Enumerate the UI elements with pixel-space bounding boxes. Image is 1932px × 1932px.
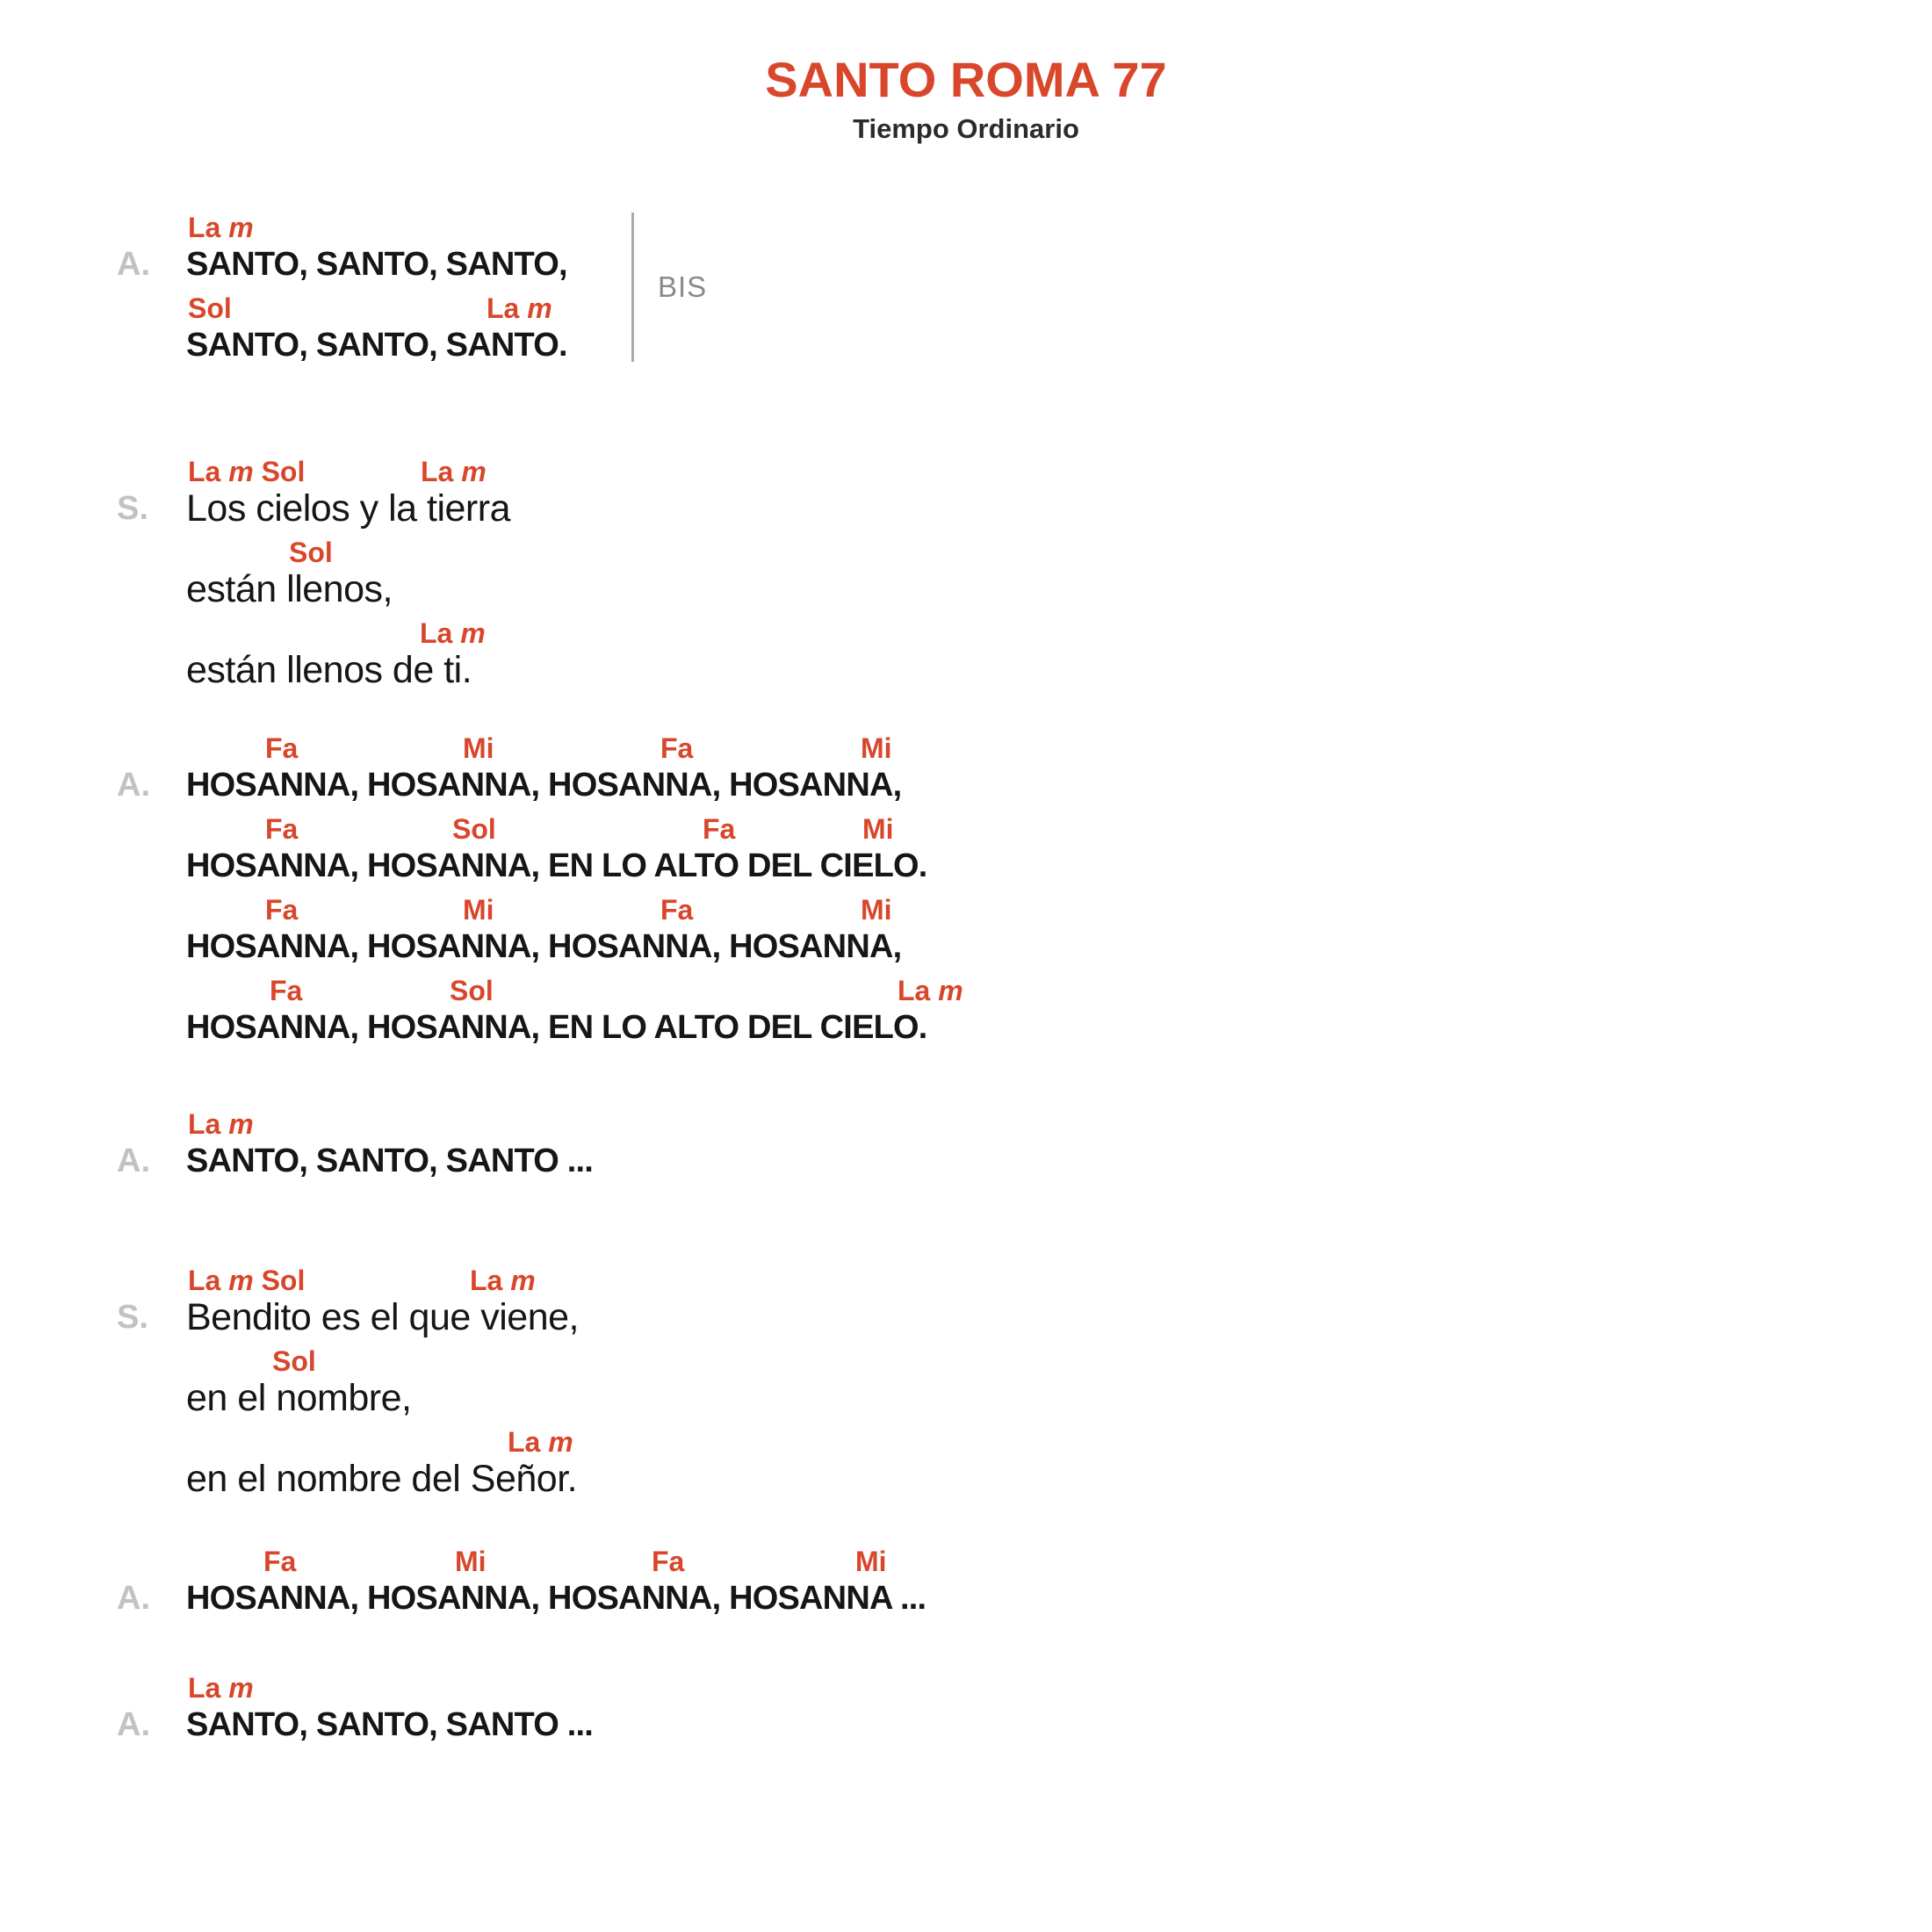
lyric-line: SANTO, SANTO, SANTO ... [186, 1143, 594, 1179]
chord-line [186, 886, 1932, 926]
lyric-line: Bendito es el que viene, [186, 1296, 579, 1338]
page-title: SANTO ROMA 77 [765, 52, 1167, 107]
lyric-line: HOSANNA, HOSANNA, HOSANNA, HOSANNA, [186, 767, 902, 804]
lyric-line: HOSANNA, HOSANNA, HOSANNA, HOSANNA, [186, 928, 902, 965]
chord-symbol: Mi [861, 732, 892, 764]
song-body [0, 204, 1932, 1745]
section-marker: A. [117, 767, 150, 804]
chord-line [186, 204, 1932, 244]
chord-symbol: Fa [263, 1546, 297, 1577]
lyric-line: HOSANNA, HOSANNA, EN LO ALTO DEL CIELO. [186, 1009, 927, 1046]
chord-line [186, 609, 1932, 650]
section-lines [186, 448, 1932, 690]
song-section [0, 724, 1932, 1048]
chord-symbol: Sol [452, 813, 496, 845]
page-subtitle: Tiempo Ordinario [853, 113, 1079, 144]
chord-symbol: Mi [861, 894, 892, 926]
chord-line [186, 1100, 1932, 1141]
lyric-line: SANTO, SANTO, SANTO ... [186, 1706, 594, 1743]
chord-line [186, 805, 1932, 846]
chord-symbol: La m [188, 212, 254, 243]
section-lines [186, 1257, 1932, 1499]
bis-label: BIS [658, 270, 708, 303]
section-lines [186, 724, 1932, 1048]
song-section [0, 1664, 1932, 1745]
lyric-line: en el nombre, [186, 1377, 412, 1419]
lyric-line: están llenos de ti. [186, 649, 472, 691]
song-section [0, 204, 1932, 365]
chord-line [186, 1538, 1932, 1578]
chord-symbol: Mi [862, 813, 894, 845]
chord-line [186, 967, 1932, 1007]
chord-symbol: La m [470, 1265, 536, 1296]
chord-line [186, 448, 1932, 488]
chord-symbol: Fa [652, 1546, 685, 1577]
chord-symbol: La m Sol [188, 1265, 306, 1296]
chord-symbol: La m [898, 975, 963, 1006]
chord-symbol: Fa [270, 975, 303, 1006]
section-marker: A. [117, 246, 150, 283]
chord-symbol: Sol [188, 292, 232, 324]
lyric-line: SANTO, SANTO, SANTO, [186, 246, 567, 283]
chord-symbol: La m [421, 456, 487, 487]
chord-line [186, 1337, 1932, 1378]
lyric-line: HOSANNA, HOSANNA, HOSANNA, HOSANNA ... [186, 1580, 926, 1617]
chord-symbol: La m [487, 292, 552, 324]
chord-symbol: Fa [703, 813, 736, 845]
chord-symbol: Fa [660, 732, 694, 764]
chord-symbol: Fa [660, 894, 694, 926]
chord-symbol: Sol [289, 537, 333, 568]
chord-symbol: Mi [463, 894, 494, 926]
song-section [0, 448, 1932, 690]
header [0, 0, 1932, 146]
lyric-line: SANTO, SANTO, SANTO. [186, 327, 567, 364]
chord-symbol: La m [188, 1108, 254, 1140]
chord-symbol: La m [420, 617, 486, 649]
section-marker: A. [117, 1580, 150, 1617]
chord-line [186, 529, 1932, 569]
lyric-line: HOSANNA, HOSANNA, EN LO ALTO DEL CIELO. [186, 847, 927, 884]
section-lines [186, 1100, 1932, 1181]
chord-line [186, 1257, 1932, 1297]
section-lines [186, 1538, 1932, 1618]
chord-symbol: Fa [265, 813, 299, 845]
lyric-line: en el nombre del Señor. [186, 1458, 578, 1500]
lyric-line: están llenos, [186, 568, 393, 610]
chord-symbol: Sol [450, 975, 494, 1006]
section-marker: A. [117, 1143, 150, 1179]
song-section [0, 1257, 1932, 1499]
chord-line [186, 724, 1932, 765]
song-section [0, 1100, 1932, 1181]
chord-line [186, 1664, 1932, 1705]
chord-symbol: La m [188, 1672, 254, 1704]
chord-symbol: Fa [265, 894, 299, 926]
section-marker: A. [117, 1706, 150, 1743]
lyric-line: Los cielos y la tierra [186, 487, 510, 530]
section-marker: S. [117, 490, 148, 527]
chord-symbol: La m Sol [188, 456, 306, 487]
chord-line [186, 1418, 1932, 1459]
chord-symbol: Fa [265, 732, 299, 764]
chord-line [186, 285, 1932, 325]
chord-symbol: Mi [855, 1546, 887, 1577]
section-lines [186, 1664, 1932, 1745]
chord-symbol: La m [508, 1426, 573, 1458]
chord-symbol: Mi [463, 732, 494, 764]
section-marker: S. [117, 1299, 148, 1336]
chord-symbol: Sol [272, 1345, 316, 1377]
bis-repeat-bar [631, 213, 634, 362]
section-lines [186, 204, 1932, 365]
chord-symbol: Mi [455, 1546, 487, 1577]
song-section [0, 1538, 1932, 1618]
